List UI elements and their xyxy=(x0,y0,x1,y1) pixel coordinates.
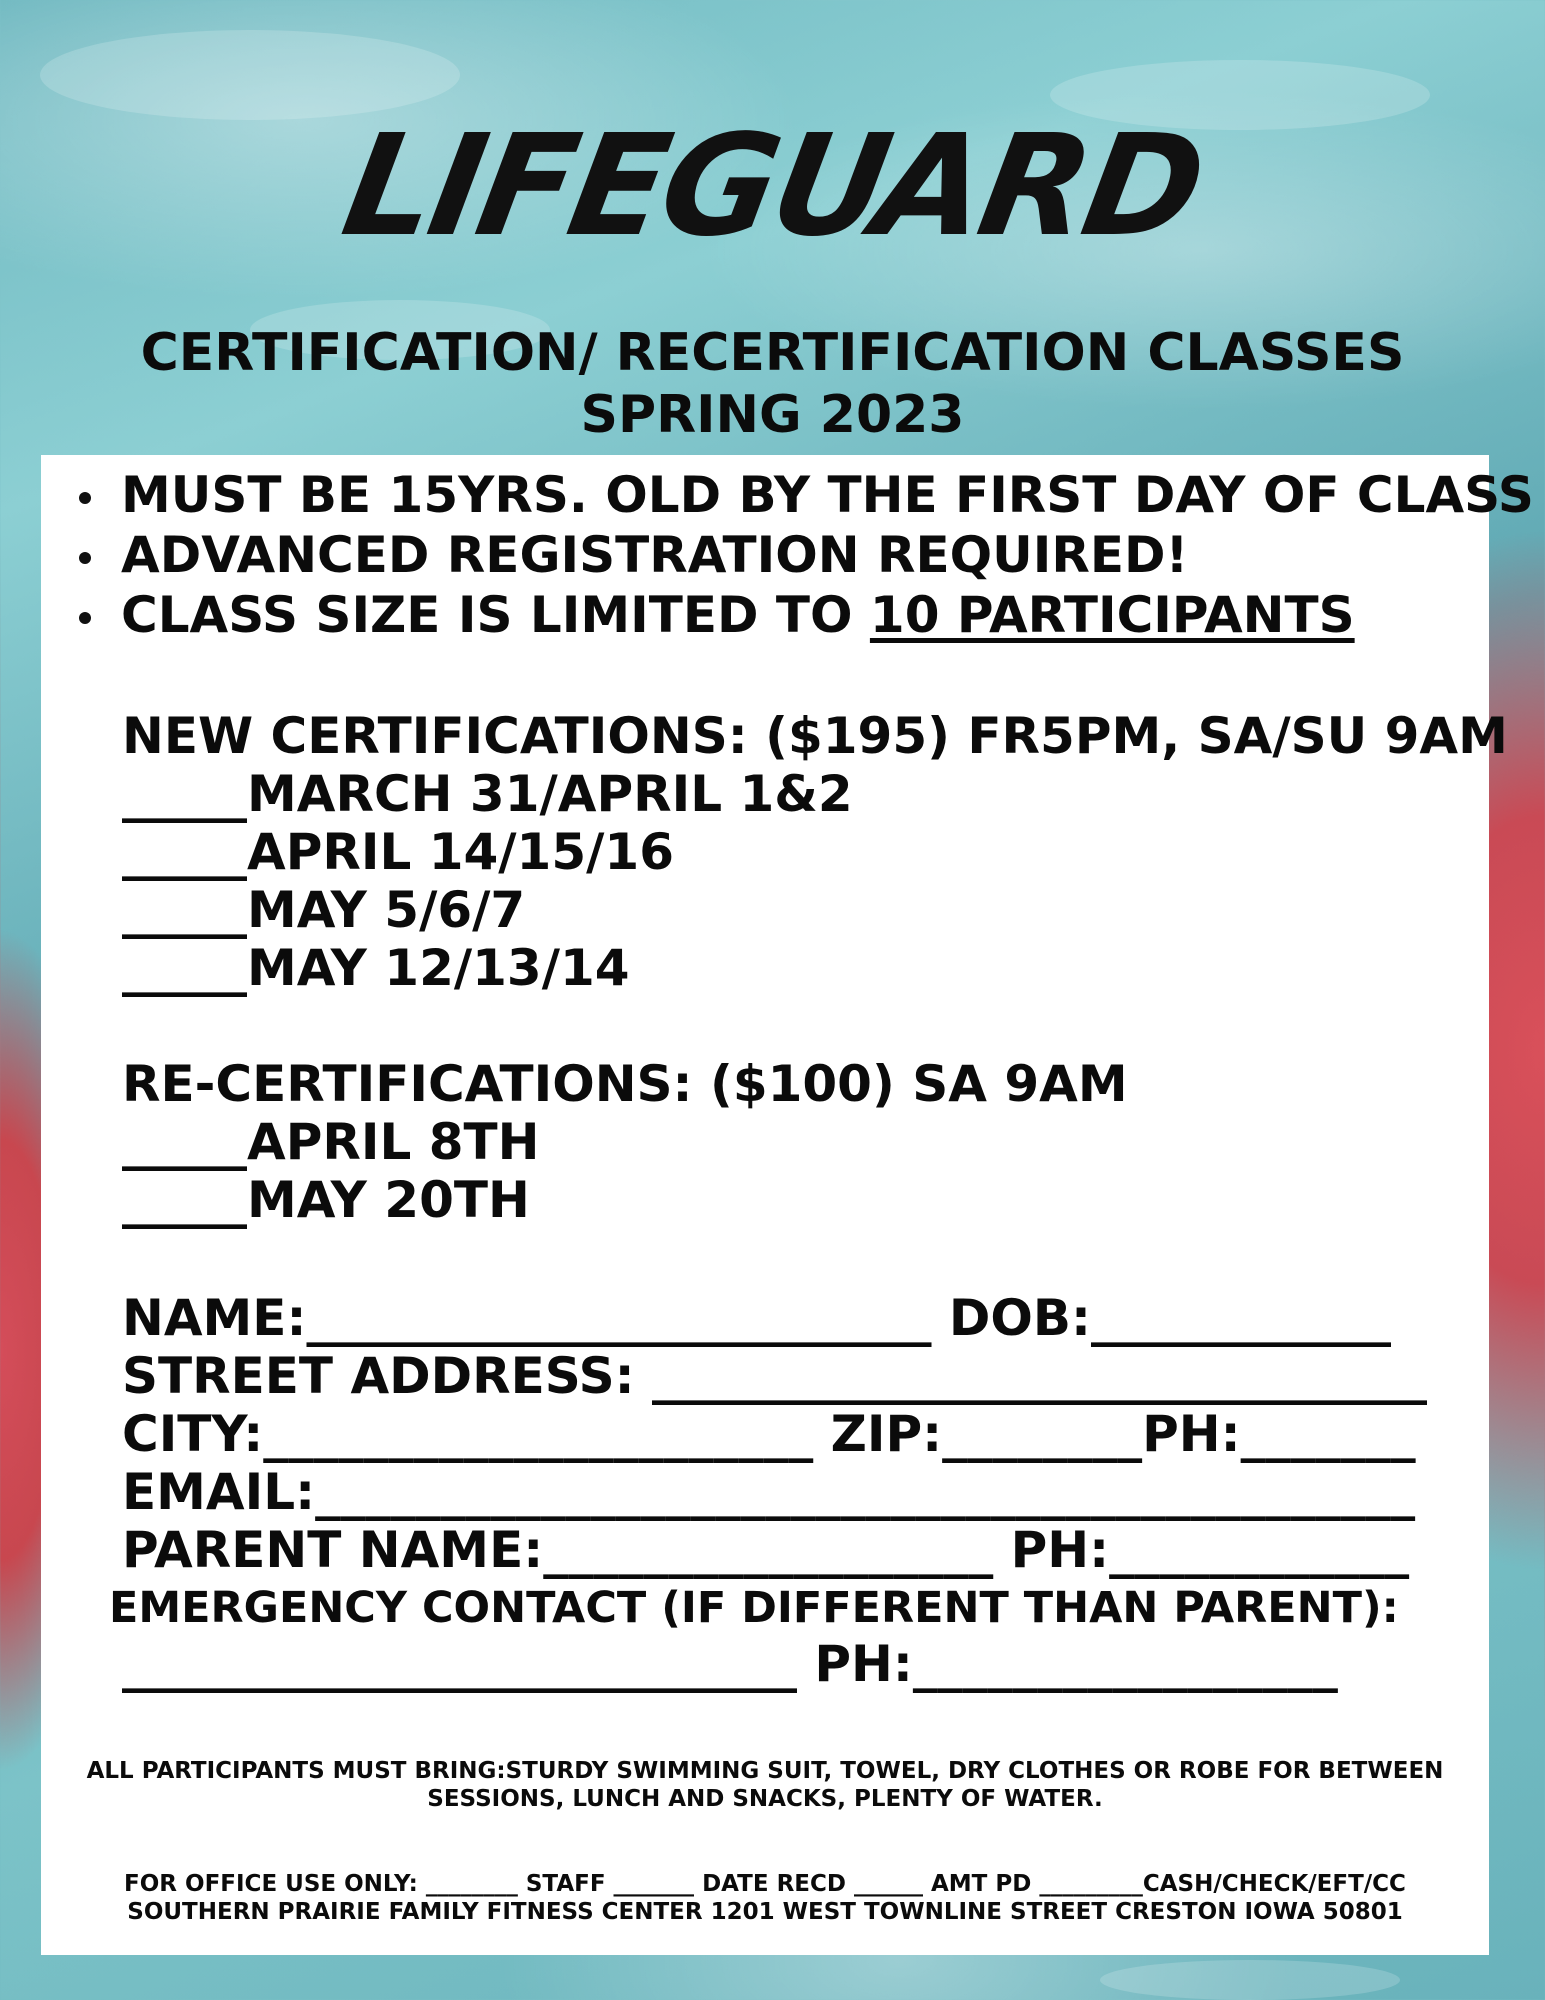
bring-list: ALL PARTICIPANTS MUST BRING:STURDY SWIMMING SUIT, TOWEL, DRY CLOTHES OR ROBE FOR BETWEEN xyxy=(86,1758,1444,1784)
season-label: SPRING 2023 xyxy=(580,385,965,445)
city-zip-phone-field[interactable]: CITY:______________________ ZIP:________PH:_______ xyxy=(122,1405,1416,1463)
new-cert-date[interactable]: _____APRIL 14/15/16 xyxy=(122,823,674,881)
page-title: LIFEGUARD xyxy=(332,105,1213,268)
registration-panel xyxy=(41,455,1534,1955)
parent-name-field[interactable]: PARENT NAME:__________________ PH:____________ xyxy=(122,1521,1410,1579)
re-cert-date[interactable]: _____APRIL 8TH xyxy=(122,1113,540,1171)
re-cert-heading: RE-CERTIFICATIONS: ($100) SA 9AM xyxy=(122,1055,1128,1113)
requirements-list xyxy=(79,465,1534,645)
new-cert-heading: NEW CERTIFICATIONS: ($195) FR5PM, SA/SU 9AM xyxy=(122,707,1508,765)
office-use-line: FOR OFFICE USE ONLY: ________ STAFF _______ DATE RECD ______ AMT PD _________CASH/CHECK/EFT/CC xyxy=(124,1871,1406,1897)
street-address-field[interactable]: STREET ADDRESS: _______________________________ xyxy=(122,1347,1427,1405)
email-field[interactable]: EMAIL:____________________________________________ xyxy=(122,1463,1416,1521)
participant-limit: 10 PARTICIPANTS xyxy=(869,586,1355,644)
new-cert-date[interactable]: _____MAY 12/13/14 xyxy=(122,939,630,997)
requirement-item: ADVANCED REGISTRATION REQUIRED! xyxy=(79,525,1534,585)
bring-list-cont: SESSIONS, LUNCH AND SNACKS, PLENTY OF WATER. xyxy=(427,1786,1103,1812)
new-cert-date[interactable]: _____MARCH 31/APRIL 1&2 xyxy=(122,765,853,823)
name-dob-field[interactable]: NAME:_________________________ DOB:____________ xyxy=(122,1289,1391,1347)
water-ripple xyxy=(1100,1960,1400,2000)
re-cert-date[interactable]: _____MAY 20TH xyxy=(122,1171,530,1229)
facility-address: SOUTHERN PRAIRIE FAMILY FITNESS CENTER 1201 WEST TOWNLINE STREET CRESTON IOWA 50801 xyxy=(127,1899,1403,1925)
requirement-item: CLASS SIZE IS LIMITED TO 10 PARTICIPANTS xyxy=(79,585,1534,645)
new-cert-date[interactable]: _____MAY 5/6/7 xyxy=(122,881,526,939)
emergency-contact-label: EMERGENCY CONTACT (IF DIFFERENT THAN PARENT): xyxy=(109,1583,1399,1633)
emergency-contact-field[interactable]: ___________________________ PH:_________________ xyxy=(122,1635,1338,1693)
page-subtitle: CERTIFICATION/ RECERTIFICATION CLASSES xyxy=(140,323,1405,383)
requirement-item: MUST BE 15YRS. OLD BY THE FIRST DAY OF CLASS xyxy=(79,465,1534,525)
